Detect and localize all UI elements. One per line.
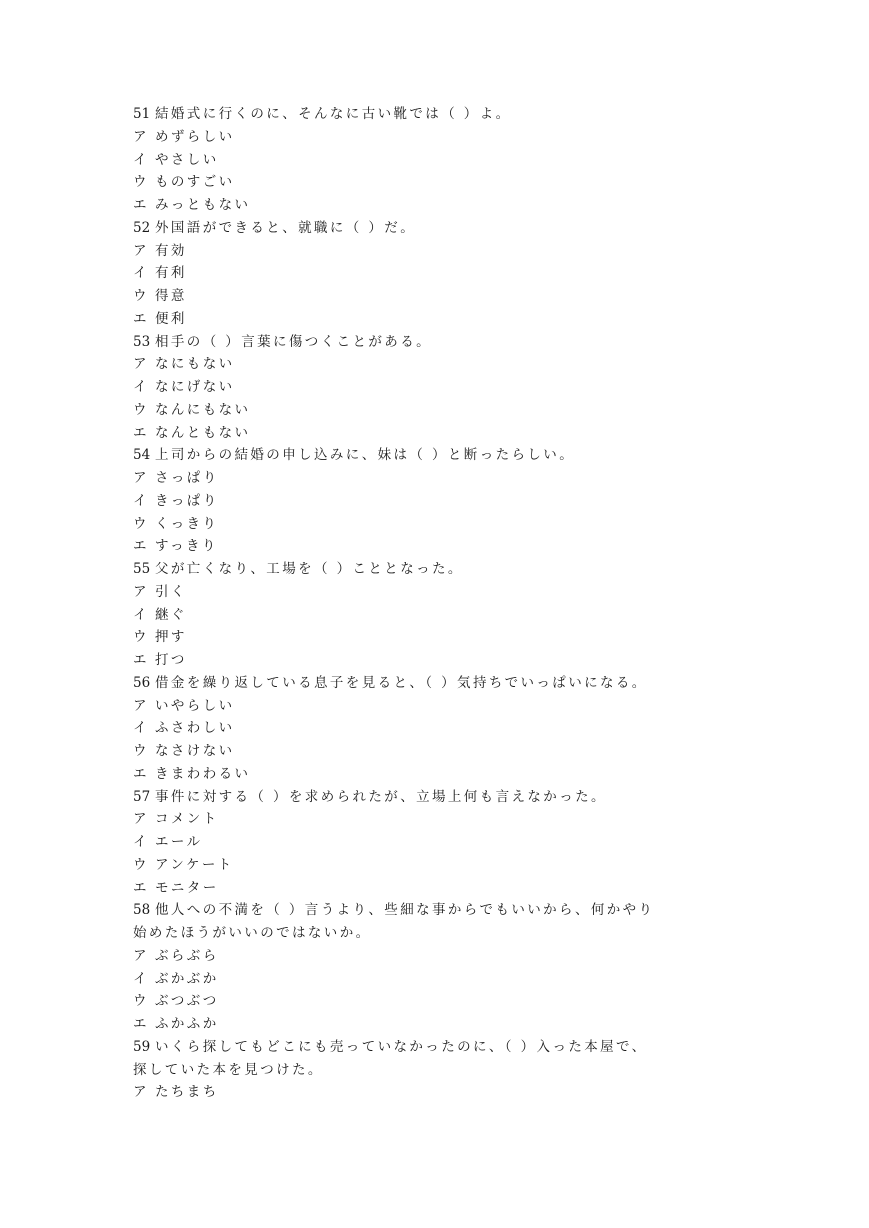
option-mark: イ	[133, 606, 147, 623]
question-number: 51	[133, 106, 151, 122]
option-text: アンケート	[155, 856, 234, 873]
question-number: 57	[133, 788, 151, 805]
answer-option	[133, 513, 693, 536]
question-line: 事件に対する（ ）を求められたが、立場上何も言えなかった。	[155, 788, 607, 805]
option-mark: エ	[133, 652, 147, 668]
answer-option	[133, 1013, 693, 1036]
option-text: すっきり	[155, 538, 218, 555]
option-mark: イ	[133, 492, 147, 509]
question-number: 52	[133, 219, 151, 236]
question-line: 探していた本を見つけた。	[133, 1061, 324, 1078]
question-line: 結婚式に行くのに、そんなに古い靴では（ ）よ。	[155, 106, 512, 122]
option-text: コメント	[155, 811, 219, 828]
option-text: ふさわしい	[155, 720, 235, 737]
option-mark: イ	[133, 265, 147, 282]
option-mark: ア	[133, 947, 147, 964]
answer-option	[133, 717, 693, 740]
question-text-continuation	[133, 1059, 693, 1082]
option-text: 継ぐ	[155, 606, 187, 623]
option-text: 便利	[155, 310, 187, 327]
answer-option	[133, 626, 693, 649]
answer-option	[133, 763, 693, 786]
answer-option	[133, 968, 693, 991]
question-line: いくら探してもどこにも売っていなかったのに、（ ）入った本屋で、	[155, 1038, 648, 1055]
option-mark: ウ	[133, 401, 147, 418]
question-line: 上司からの結婚の申し込みに、妹は（ ）と断ったらしい。	[155, 447, 576, 464]
option-text: やさしい	[155, 151, 219, 168]
option-text: ふかふか	[155, 1016, 219, 1032]
question-number: 58	[133, 902, 151, 919]
option-mark: エ	[133, 538, 147, 555]
option-text: なにもない	[155, 356, 235, 373]
option-mark: イ	[133, 379, 147, 395]
option-mark: エ	[133, 310, 147, 327]
option-text: きっぱり	[155, 492, 219, 509]
option-text: ぶらぶら	[155, 947, 219, 964]
answer-option	[133, 194, 693, 217]
option-text: めずらしい	[155, 128, 235, 145]
answer-option	[133, 149, 693, 172]
question-number: 53	[133, 333, 151, 350]
option-mark: エ	[133, 879, 147, 896]
answer-option	[133, 467, 693, 490]
option-text: たちまち	[155, 1084, 219, 1101]
option-mark: イ	[133, 720, 147, 737]
option-text: 得意	[155, 288, 187, 304]
option-text: ぶかぶか	[155, 970, 219, 987]
option-mark: エ	[133, 765, 147, 782]
option-mark: ア	[133, 583, 147, 600]
option-mark: ア	[133, 356, 147, 373]
option-mark: ア	[133, 242, 147, 259]
answer-option	[133, 581, 693, 604]
option-text: なにげない	[155, 379, 235, 395]
option-mark: ウ	[133, 629, 147, 646]
answer-option	[133, 990, 693, 1013]
option-mark: ア	[133, 470, 147, 486]
answer-option	[133, 695, 693, 718]
answer-option	[133, 649, 693, 672]
answer-option	[133, 171, 693, 194]
answer-option	[133, 376, 693, 399]
answer-option	[133, 877, 693, 900]
answer-option	[133, 831, 693, 854]
option-mark: エ	[133, 197, 147, 213]
option-mark: ア	[133, 811, 147, 828]
question-text	[133, 103, 693, 126]
answer-option	[133, 399, 693, 422]
option-mark: エ	[133, 1016, 147, 1032]
option-text: きまわわるい	[155, 765, 251, 782]
option-mark: ウ	[133, 993, 147, 1010]
answer-option	[133, 808, 693, 831]
question-number: 54	[133, 447, 151, 464]
question-line: 相手の（ ）言葉に傷つくことがある。	[155, 333, 432, 350]
option-text: 打つ	[155, 652, 187, 668]
answer-option	[133, 490, 693, 513]
answer-option	[133, 854, 693, 877]
question-number: 55	[133, 561, 151, 577]
option-text: モニター	[155, 879, 219, 896]
option-mark: ア	[133, 1084, 147, 1101]
option-mark: ウ	[133, 515, 147, 532]
option-text: さっぱり	[155, 470, 219, 486]
answer-option	[133, 240, 693, 263]
answer-option	[133, 353, 693, 376]
option-text: みっともない	[155, 197, 251, 213]
option-text: ぶつぶつ	[155, 993, 219, 1010]
answer-option	[133, 262, 693, 285]
question-text	[133, 331, 693, 354]
question-text	[133, 444, 693, 467]
option-text: 押す	[155, 629, 187, 646]
answer-option	[133, 422, 693, 445]
answer-option	[133, 604, 693, 627]
option-mark: ア	[133, 697, 147, 714]
question-text	[133, 1036, 693, 1059]
question-text	[133, 558, 693, 581]
answer-option	[133, 126, 693, 149]
option-mark: ウ	[133, 856, 147, 873]
option-text: ものすごい	[155, 174, 235, 191]
option-mark: イ	[133, 151, 147, 168]
question-number: 59	[133, 1038, 151, 1055]
question-text	[133, 672, 693, 695]
answer-option	[133, 1081, 693, 1104]
question-line: 借金を繰り返している息子を見ると、（ ）気持ちでいっぱいになる。	[155, 674, 648, 691]
question-line: 他人への不満を（ ）言うより、些細な事からでもいいから、何かやり	[155, 902, 655, 919]
question-line: 父が亡くなり、工場を（ ）こととなった。	[155, 561, 464, 577]
question-line: 外国語ができると、就職に（ ）だ。	[155, 219, 417, 236]
option-mark: エ	[133, 424, 147, 441]
option-mark: ウ	[133, 174, 147, 191]
answer-option	[133, 945, 693, 968]
answer-option	[133, 740, 693, 763]
option-text: 有利	[155, 265, 187, 282]
option-mark: ア	[133, 128, 147, 145]
question-text	[133, 786, 693, 809]
question-text-continuation	[133, 922, 693, 945]
answer-option	[133, 535, 693, 558]
option-text: 引く	[155, 583, 187, 600]
option-mark: イ	[133, 834, 147, 850]
question-line: 始めたほうがいいのではないか。	[133, 925, 372, 941]
question-text	[133, 899, 693, 922]
option-mark: イ	[133, 970, 147, 987]
option-text: なんにもない	[155, 401, 251, 418]
option-text: なさけない	[155, 743, 235, 759]
option-text: くっきり	[155, 515, 219, 532]
question-number: 56	[133, 674, 151, 691]
option-text: なんともない	[155, 424, 251, 441]
question-text	[133, 217, 693, 240]
answer-option	[133, 285, 693, 308]
option-text: エール	[155, 834, 203, 850]
option-mark: ウ	[133, 288, 147, 304]
option-text: いやらしい	[155, 697, 235, 714]
answer-option	[133, 308, 693, 331]
option-mark: ウ	[133, 743, 147, 759]
question-list	[133, 103, 693, 1104]
option-text: 有効	[155, 242, 187, 259]
